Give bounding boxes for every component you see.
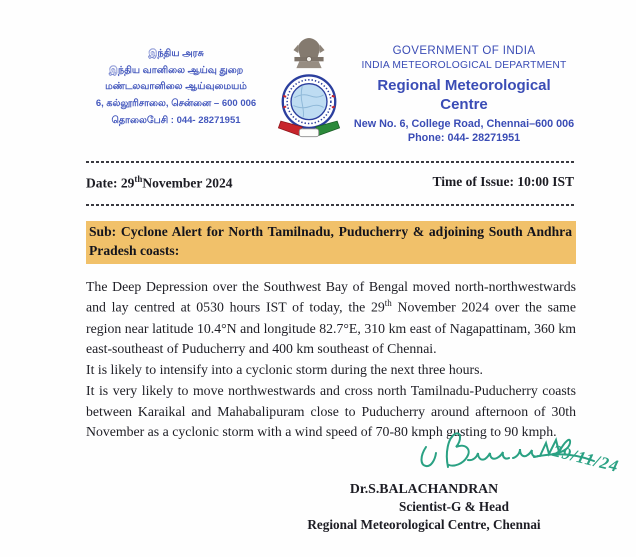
date-time-row [86, 163, 576, 204]
issue-time: Time of Issue: 10:00 IST [432, 174, 574, 190]
body-paragraph-3: It is very likely to move northwestwards and cross north Tamilnadu-Puducherry coasts between Karaikal and Mahabalipuram close to Puducherry around afternoon of 30th November as a cyclonic storm with a wind speed of 70-80 kmph gusting to 90 kmph. [86, 382, 576, 440]
english-address-block [352, 44, 576, 146]
letter-content [86, 34, 622, 539]
imd-emblem-icon [275, 34, 343, 151]
handwritten-date: 29/11/24 [551, 441, 622, 476]
tamil-line-centre: மண்டலவானிலை ஆய்வுமையம் [105, 81, 247, 93]
tamil-line-phone: தொலைபேசி : 044- 28271951 [111, 114, 241, 126]
signatory-name: Dr.S.BALACHANDRAN [349, 480, 499, 496]
imd-label: INDIA METEOROLOGICAL DEPARTMENT [361, 60, 567, 72]
rmc-address: New No. 6, College Road, Chennai–600 006 [353, 117, 575, 130]
body-paragraph-2: It is likely to intensify into a cyclonic storm during the next three hours. [86, 362, 483, 378]
signature-block [86, 441, 622, 539]
subject-line: Sub: Cyclone Alert for North Tamilnadu, Puducherry & adjoining South Andhra Pradesh coasts: [86, 221, 576, 264]
signatory-details [264, 481, 584, 533]
tamil-line-dept: இந்திய வானிலை ஆய்வு துறை [108, 64, 244, 76]
signatory-designation: Scientist-G & Head [399, 498, 509, 514]
tamil-line-address: 6, கல்லூரிசாலை, சென்னை – 600 006 [95, 97, 257, 109]
body-paragraph-1: The Deep Depression over the Southwest Bay of Bengal moved north-northwestwards and lay centred at 0530 hours IST of today, the 29th November 2024 over the same region near latitude 10.4°N and longitude 82.7°E, 310 km east of Nagapattinam, 360 km east-southeast of Puducherry and 400 km southeast of Chennai. [86, 278, 576, 357]
tamil-address-block [86, 46, 266, 129]
govt-of-india-label: GOVERNMENT OF INDIA [392, 45, 536, 57]
rmc-phone: Phone: 044- 28271951 [407, 132, 521, 145]
letterhead [86, 34, 576, 151]
signatory-office: Regional Meteorological Centre, Chennai [307, 516, 541, 532]
dashed-separator-bottom [86, 204, 576, 206]
tamil-line-govt: இந்திய அரசு [148, 48, 204, 59]
rmc-title: Regional Meteorological Centre [377, 77, 551, 113]
issue-date: Date: 29thNovember 2024 [86, 174, 233, 191]
ashoka-lion-capital-icon [293, 38, 324, 68]
